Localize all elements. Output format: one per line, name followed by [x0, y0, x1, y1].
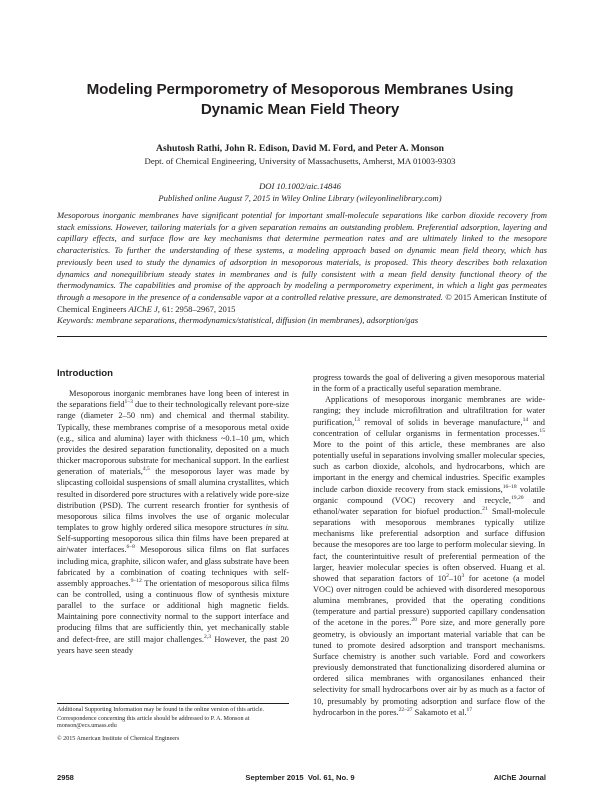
author-list: Ashutosh Rathi, John R. Edison, David M. Ford, and Peter A. Monson — [156, 143, 444, 154]
footnote-copyright: © 2015 American Institute of Chemical Engineers — [57, 735, 180, 742]
footnotes — [57, 703, 289, 744]
journal-name: AIChE Journal — [493, 773, 546, 782]
affiliation: Dept. of Chemical Engineering, University of Massachusetts, Amherst, MA 01003-9303 — [144, 156, 456, 166]
left-column — [57, 368, 289, 656]
abstract-copyright: © 2015 American Institute of Chemical Engineers — [57, 291, 547, 314]
intro-paragraph: Mesoporous inorganic membranes have long been of interest in the separations field$^{1-3}$ due to their technologically relevant pore-size range (diameter 2–50 nm) and chemical and thermal stability. Typically, these membranes comprise of a mesoporous metal oxide (e.g., silica and alumina) layer with thickness ~0.1–10 μm, which provides the desired separation functionality, deposited on a much thicker macroporous substrate for mechanical support. In the earliest generation of materials,$^{4,5}$ the mesoporous layer was made by slipcasting colloidal suspensions of small alumina crystallites, which resulted in disordered pore structures with a relatively wide pore-size distribution (PSD). The current research frontier for synthesis of mesoporous silica films involves the use of organic molecular templates to grow highly ordered silica mesopore structures in situ. Self-supporting mesoporous silica thin films have been prepared at air/water interfaces.$^{6-8}$ Mesoporous silica films on flat surfaces including mica, graphite, silicon wafer, and glass substrate have been fabricated by a combination of coating techniques with self-assembly approaches.$^{9-12}$ The orientation of mesoporous silica films can be controlled, using a continuous flow of synthesis mixture parallel to the surface or additional high magnetic fields. Maintaining pore connectivity normal to the support interface and producing films that are sufficiently thin, yet mechanically stable and defect-free, are still major challenges.$^{2,3}$ However, the past 20 years have seen steady — [57, 389, 290, 655]
continued-paragraph: progress towards the goal of delivering a given mesoporous material in the form of a practically useful separation membrane. — [313, 373, 545, 394]
article-title: Modeling Permporometry of Mesoporous Membranes Using Dynamic Mean Field Theory — [86, 81, 514, 118]
abstract — [57, 210, 547, 327]
applications-paragraph: Applications of mesoporous inorganic membranes are wide-ranging; they include microfiltration and ultrafiltration for water purification,$^{13}$ removal of solids in beverage manufacture,$^{14}$ and concentration of cellular organisms in fermentation processes.$^{15}$ More to the point of this article, these membranes are also potentially useful in separations involving smaller molecular species, such as carbon dioxide, alcohols, and hydrocarbons, which are important in the energy and chemical industries. Specific examples include carbon dioxide recovery from stack emissions,$^{16-18}$ volatile organic compound (VOC) recovery and recycle,$^{19,20}$ and ethanol/water separation for biofuel production.$^{21}$ Small-molecule separations with mesoporous membranes typically utilize mechanisms like preferential adsorption and surface diffusion because the mesopores are too large to perform molecular sieving. In fact, the counterintuitive result of preferential permeation of the larger, heavier molecular species is often observed. Huang et al. showed that separation factors of $10^2-10^3$ for acetone (a model VOC) over nitrogen could be achieved with disordered mesoporous alumina membranes, provided that the operating conditions (temperature and partial pressure) supported capillary condensation of the acetone in the pores.$^{20}$ Pore size, and more generally pore geometry, is obviously an important material variable that can be tuned to promote desired adsorption and transport mechanisms. Surface chemistry is another such variable. Ford and coworkers previously demonstrated that functionalizing disordered alumina or ordered silica membranes with organosilanes enhanced their selectivity for small hydrocarbons over air by as much as a factor of 10, presumably by promoting adsorption and surface flow of the hydrocarbon in the pores.$^{22-27}$ Sakamoto et al.$^{17}$ — [313, 395, 546, 717]
keywords-label: Keywords: — [57, 315, 94, 326]
right-column — [313, 372, 545, 718]
doi: DOI 10.1002/aic.14846 — [259, 181, 341, 191]
keywords: membrane separations, thermodynamics/statistical, diffusion (in membranes), adsorption/gas — [96, 315, 419, 326]
abstract-text: Mesoporous inorganic membranes have significant potential for important small-molecule separations like carbon dioxide recovery from stack emissions. However, tailoring materials for a given separation remains an outstanding problem. Preferential adsorption, layering and capillary effects, and surface flow are key mechanisms that determine permeation rates and are ultimately linked to the mesopore characteristics. To further the understanding of these systems, a modeling approach based on dynamic mean field theory, which has previously been used to study the dynamics of adsorption in mesoporous materials, is proposed. This theory describes both relaxation dynamics and nonequilibrium steady states in membranes and is fully consistent with a mean field density functional theory of the thermodynamics. The capabilities and promise of the approach by modeling a permporometry experiment, in which a light gas permeates through a mesopore in the presence of a condensable vapor at a controlled relative pressure, are demonstrated. — [57, 210, 547, 302]
section-heading: Introduction — [57, 368, 113, 379]
abstract-divider — [57, 336, 547, 337]
publication-line: Published online August 7, 2015 in Wiley Online Library (wileyonlinelibrary.com) — [158, 193, 442, 203]
page-number: 2958 — [57, 773, 74, 782]
abstract-citation: AIChE J, — [128, 303, 160, 314]
footnote-correspondence: Correspondence concerning this article should be addressed to P. A. Monson at monson@ecs.umass.edu — [57, 715, 250, 730]
issue-info: September 2015 Vol. 61, No. 9 — [245, 773, 355, 782]
abstract-citation-rest: 61: 2958–2967, 2015 — [162, 303, 236, 314]
footnote-supporting: Additional Supporting Information may be found in the online version of this article. — [57, 707, 264, 713]
